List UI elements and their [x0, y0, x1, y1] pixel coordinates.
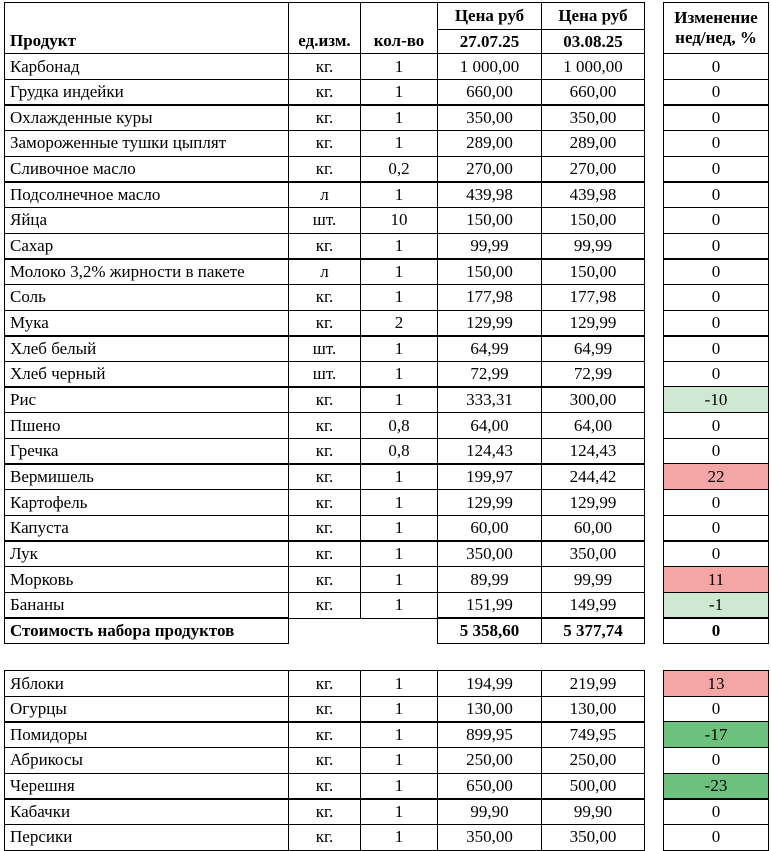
cell-p2: 130,00: [541, 696, 645, 723]
cell-name: Персики: [4, 824, 289, 851]
cell-chg: -23: [663, 773, 769, 800]
cell-name: Карбонад: [4, 53, 289, 80]
cell-unit: кг.: [288, 696, 361, 723]
cell-p2: 350,00: [541, 104, 645, 131]
cell-chg: 0: [663, 310, 769, 337]
cell-qty: 1: [360, 53, 438, 80]
cell-chg: 0: [663, 53, 769, 80]
cell-p1: 124,43: [437, 438, 542, 465]
cell-name: Огурцы: [4, 696, 289, 723]
cell-p1: 64,99: [437, 335, 542, 362]
cell-p2: 500,00: [541, 773, 645, 800]
cell-p2: 1 000,00: [541, 53, 645, 80]
cell-name: Охлажденные куры: [4, 104, 289, 131]
cell-chg: 0: [663, 515, 769, 542]
cell-name: Картофель: [4, 489, 289, 516]
cell-chg: 0: [663, 104, 769, 131]
cell-p2: 219,99: [541, 670, 645, 697]
cell-chg: 0: [663, 258, 769, 285]
header-price-label-2: Цена руб: [541, 2, 645, 30]
cell-p1: 899,95: [437, 721, 542, 748]
cell-qty: 1: [360, 130, 438, 157]
cell-unit: кг.: [288, 463, 361, 490]
cell-chg: 13: [663, 670, 769, 697]
cell-unit: шт.: [288, 207, 361, 234]
cell-unit: кг.: [288, 798, 361, 825]
cell-chg: 0: [663, 156, 769, 183]
cell-p2: 149,99: [541, 592, 645, 619]
cell-p2: 749,95: [541, 721, 645, 748]
cell-p1: 650,00: [437, 773, 542, 800]
cell-p2: 177,98: [541, 284, 645, 311]
cell-unit: кг.: [288, 233, 361, 260]
cell-qty: 1: [360, 721, 438, 748]
cell-p1: 150,00: [437, 207, 542, 234]
cell-p1: 151,99: [437, 592, 542, 619]
cell-qty: 1: [360, 386, 438, 413]
cell-p2: 270,00: [541, 156, 645, 183]
cell-name: Вермишель: [4, 463, 289, 490]
cell-chg: 0: [663, 284, 769, 311]
cell-p1: 350,00: [437, 540, 542, 567]
cell-p1: 150,00: [437, 258, 542, 285]
cell-p2: 350,00: [541, 540, 645, 567]
cell-chg: 0: [663, 824, 769, 851]
cell-p1: 72,99: [437, 361, 542, 388]
cell-p2: 129,99: [541, 489, 645, 516]
cell-name: Соль: [4, 284, 289, 311]
cell-p1: 60,00: [437, 515, 542, 542]
cell-unit: кг.: [288, 721, 361, 748]
cell-name: Яблоки: [4, 670, 289, 697]
cell-name: Замороженные тушки цыплят: [4, 130, 289, 157]
cell-p1: 439,98: [437, 181, 542, 208]
cell-qty: 1: [360, 670, 438, 697]
cell-p1: 350,00: [437, 824, 542, 851]
cell-p2: 660,00: [541, 79, 645, 106]
cell-p1: 64,00: [437, 412, 542, 439]
cell-chg: 0: [663, 747, 769, 774]
cell-unit: шт.: [288, 335, 361, 362]
cell-p1: 194,99: [437, 670, 542, 697]
cell-unit: кг.: [288, 310, 361, 337]
cell-name: Мука: [4, 310, 289, 337]
cell-qty: 0,8: [360, 412, 438, 439]
cell-p2: 64,00: [541, 412, 645, 439]
cell-qty: 1: [360, 747, 438, 774]
cell-chg: 0: [663, 335, 769, 362]
cell-unit: л: [288, 258, 361, 285]
cell-p2: 150,00: [541, 207, 645, 234]
cell-qty: 2: [360, 310, 438, 337]
cell-qty: 1: [360, 233, 438, 260]
header-qty: кол-во: [360, 2, 438, 54]
cell-chg: 0: [663, 540, 769, 567]
cell-chg: 0: [663, 361, 769, 388]
cell-unit: л: [288, 181, 361, 208]
cell-name: Рис: [4, 386, 289, 413]
cell-qty: 1: [360, 463, 438, 490]
cell-chg: 0: [663, 412, 769, 439]
cell-chg: 0: [663, 438, 769, 465]
header-product: Продукт: [4, 2, 289, 54]
cell-qty: 1: [360, 696, 438, 723]
total-price-2: 5 377,74: [541, 617, 645, 644]
cell-qty: 1: [360, 79, 438, 106]
cell-p2: 244,42: [541, 463, 645, 490]
cell-p2: 300,00: [541, 386, 645, 413]
cell-p1: 270,00: [437, 156, 542, 183]
cell-qty: 10: [360, 207, 438, 234]
total-change: 0: [663, 617, 769, 644]
cell-qty: 0,2: [360, 156, 438, 183]
cell-unit: кг.: [288, 515, 361, 542]
cell-unit: кг.: [288, 670, 361, 697]
header-date-1: 27.07.25: [437, 29, 542, 54]
cell-p1: 89,99: [437, 566, 542, 593]
cell-qty: 1: [360, 104, 438, 131]
cell-p2: 129,99: [541, 310, 645, 337]
cell-unit: кг.: [288, 412, 361, 439]
cell-name: Пшено: [4, 412, 289, 439]
cell-p2: 64,99: [541, 335, 645, 362]
cell-qty: 1: [360, 824, 438, 851]
cell-qty: 0,8: [360, 438, 438, 465]
cell-p1: 350,00: [437, 104, 542, 131]
cell-qty: 1: [360, 592, 438, 619]
cell-name: Морковь: [4, 566, 289, 593]
cell-p1: 199,97: [437, 463, 542, 490]
cell-qty: 1: [360, 773, 438, 800]
cell-unit: кг.: [288, 79, 361, 106]
cell-p2: 439,98: [541, 181, 645, 208]
header-unit: ед.изм.: [288, 2, 361, 54]
cell-p2: 72,99: [541, 361, 645, 388]
cell-name: Яйца: [4, 207, 289, 234]
cell-unit: кг.: [288, 540, 361, 567]
cell-p1: 99,99: [437, 233, 542, 260]
cell-qty: 1: [360, 335, 438, 362]
cell-p1: 660,00: [437, 79, 542, 106]
cell-chg: 0: [663, 79, 769, 106]
cell-p1: 130,00: [437, 696, 542, 723]
cell-chg: -17: [663, 721, 769, 748]
cell-name: Капуста: [4, 515, 289, 542]
cell-p1: 1 000,00: [437, 53, 542, 80]
cell-p2: 289,00: [541, 130, 645, 157]
cell-chg: 0: [663, 798, 769, 825]
cell-unit: кг.: [288, 284, 361, 311]
cell-qty: 1: [360, 566, 438, 593]
cell-p1: 99,90: [437, 798, 542, 825]
cell-name: Бананы: [4, 592, 289, 619]
cell-p1: 289,00: [437, 130, 542, 157]
cell-chg: -10: [663, 386, 769, 413]
cell-name: Молоко 3,2% жирности в пакете: [4, 258, 289, 285]
header-price-label-1: Цена руб: [437, 2, 542, 30]
cell-name: Подсолнечное масло: [4, 181, 289, 208]
cell-unit: кг.: [288, 773, 361, 800]
cell-name: Хлеб черный: [4, 361, 289, 388]
cell-p1: 250,00: [437, 747, 542, 774]
cell-unit: кг.: [288, 438, 361, 465]
cell-p2: 150,00: [541, 258, 645, 285]
cell-unit: кг.: [288, 824, 361, 851]
cell-p2: 350,00: [541, 824, 645, 851]
cell-qty: 1: [360, 515, 438, 542]
cell-p1: 129,99: [437, 310, 542, 337]
cell-p2: 99,99: [541, 566, 645, 593]
cell-unit: кг.: [288, 592, 361, 619]
cell-p2: 124,43: [541, 438, 645, 465]
cell-chg: 0: [663, 130, 769, 157]
cell-name: Помидоры: [4, 721, 289, 748]
cell-p1: 177,98: [437, 284, 542, 311]
cell-qty: 1: [360, 798, 438, 825]
cell-chg: 22: [663, 463, 769, 490]
cell-unit: кг.: [288, 53, 361, 80]
header-date-2: 03.08.25: [541, 29, 645, 54]
cell-p2: 99,90: [541, 798, 645, 825]
cell-name: Сахар: [4, 233, 289, 260]
cell-p1: 129,99: [437, 489, 542, 516]
cell-chg: 0: [663, 233, 769, 260]
cell-p1: 333,31: [437, 386, 542, 413]
cell-unit: кг.: [288, 489, 361, 516]
cell-p2: 99,99: [541, 233, 645, 260]
cell-chg: 0: [663, 181, 769, 208]
cell-name: Грудка индейки: [4, 79, 289, 106]
cell-qty: 1: [360, 361, 438, 388]
cell-name: Кабачки: [4, 798, 289, 825]
cell-unit: кг.: [288, 130, 361, 157]
cell-name: Гречка: [4, 438, 289, 465]
cell-chg: -1: [663, 592, 769, 619]
cell-chg: 0: [663, 207, 769, 234]
cell-name: Лук: [4, 540, 289, 567]
cell-qty: 1: [360, 489, 438, 516]
cell-name: Черешня: [4, 773, 289, 800]
cell-unit: кг.: [288, 566, 361, 593]
cell-qty: 1: [360, 284, 438, 311]
cell-chg: 0: [663, 696, 769, 723]
header-change-line1: Изменение: [674, 8, 758, 27]
total-label: Стоимость набора продуктов: [4, 617, 289, 644]
total-price-1: 5 358,60: [437, 617, 542, 644]
cell-p2: 250,00: [541, 747, 645, 774]
header-change-line2: нед/нед, %: [675, 28, 757, 47]
cell-chg: 11: [663, 566, 769, 593]
cell-chg: 0: [663, 489, 769, 516]
cell-qty: 1: [360, 181, 438, 208]
cell-name: Сливочное масло: [4, 156, 289, 183]
cell-p2: 60,00: [541, 515, 645, 542]
cell-unit: шт.: [288, 361, 361, 388]
cell-unit: кг.: [288, 386, 361, 413]
cell-unit: кг.: [288, 156, 361, 183]
cell-qty: 1: [360, 258, 438, 285]
cell-unit: кг.: [288, 104, 361, 131]
cell-name: Хлеб белый: [4, 335, 289, 362]
cell-name: Абрикосы: [4, 747, 289, 774]
cell-unit: кг.: [288, 747, 361, 774]
header-change: [663, 2, 769, 54]
cell-qty: 1: [360, 540, 438, 567]
